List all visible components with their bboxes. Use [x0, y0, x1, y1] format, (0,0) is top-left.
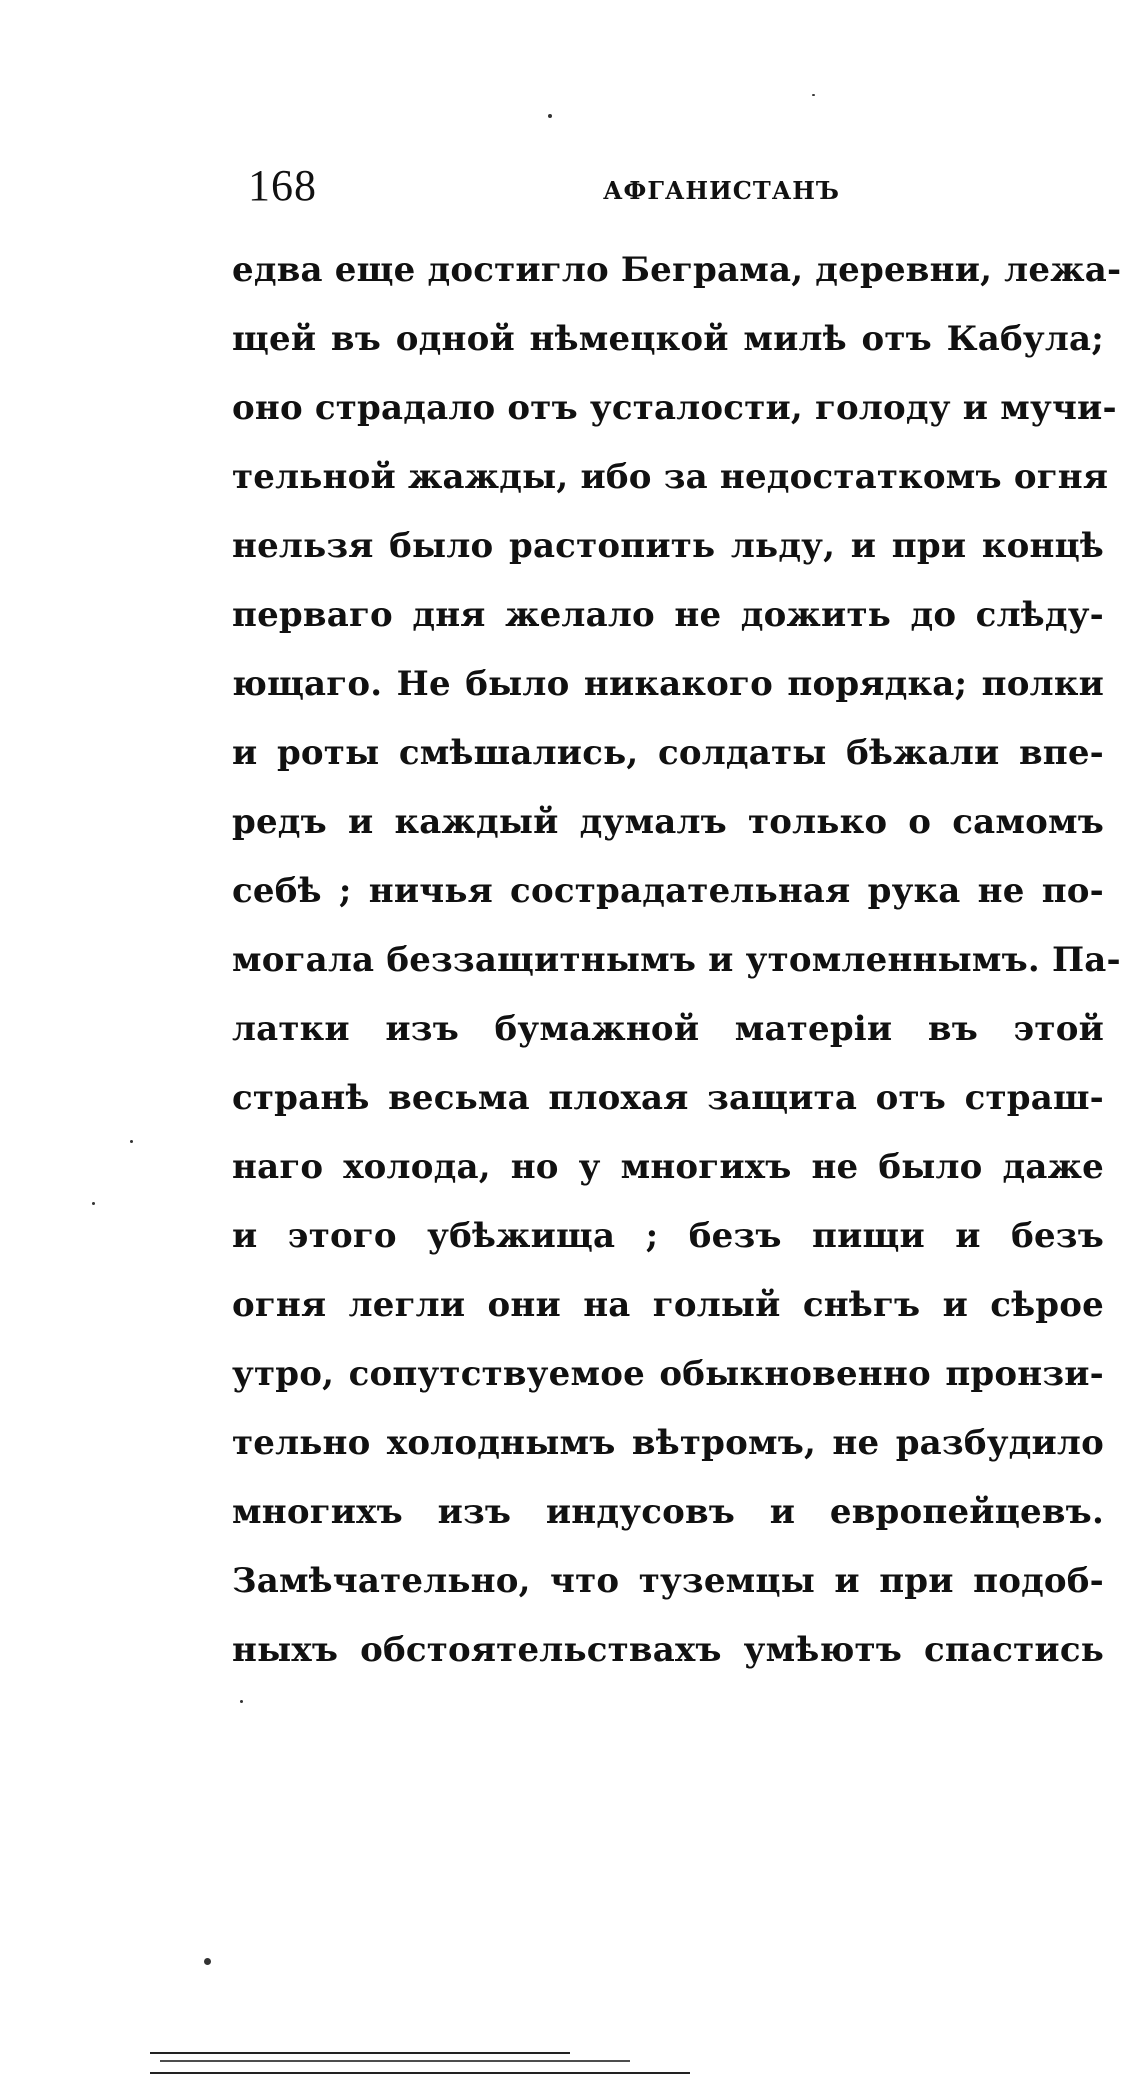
text-line: огня легли они на голый снѣгъ и сѣрое [232, 1285, 1104, 1325]
scan-speck [204, 1958, 211, 1965]
scan-edge-line [160, 2060, 630, 2062]
text-line: перваго дня желало не дожить до слѣду- [232, 595, 1104, 635]
scan-edge-line [150, 2072, 690, 2074]
scan-speck [240, 1700, 243, 1703]
text-line: тельной жажды, ибо за недостаткомъ огня [232, 457, 1109, 497]
text-line: и этого убѣжища ; безъ пищи и безъ [232, 1216, 1104, 1256]
text-line: едва еще достигло Беграма, деревни, лежа- [232, 250, 1122, 290]
text-line: наго холода, но у многихъ не было даже [232, 1147, 1104, 1187]
scan-speck [812, 94, 815, 96]
body-text [232, 236, 1122, 1685]
text-line: оно страдало отъ усталости, голоду и мучи- [232, 388, 1117, 428]
text-line: утро, сопутствуемое обыкновенно пронзи- [232, 1354, 1104, 1394]
text-line: и роты смѣшались, солдаты бѣжали впе- [232, 733, 1104, 773]
text-line: ющаго. Не было никакого порядка; полки [232, 664, 1104, 704]
text-line: странѣ весьма плохая защита отъ страш- [232, 1078, 1104, 1118]
text-line: Замѣчательно, что туземцы и при подоб- [232, 1561, 1104, 1601]
text-line: нельзя было растопить льду, и при концѣ [232, 526, 1104, 566]
running-head: АФГАНИСТАНЪ [603, 176, 840, 205]
text-line: латки изъ бумажной матеріи въ этой [232, 1009, 1104, 1049]
scan-speck [130, 1140, 133, 1143]
text-line: редъ и каждый думалъ только о самомъ [232, 802, 1104, 842]
text-line: многихъ изъ индусовъ и европейцевъ. [232, 1492, 1104, 1532]
text-line: щей въ одной нѣмецкой милѣ отъ Кабула; [232, 319, 1104, 359]
scan-speck [92, 1202, 95, 1205]
text-line: ныхъ обстоятельствахъ умѣютъ спастись [232, 1630, 1104, 1670]
page-number: 168 [248, 161, 317, 210]
text-line: тельно холоднымъ вѣтромъ, не разбудило [232, 1423, 1104, 1463]
scan-edge-line [150, 2052, 570, 2054]
text-line: себѣ ; ничья сострадательная рука не по- [232, 871, 1104, 911]
scan-speck [548, 114, 552, 118]
page-header [248, 156, 1104, 216]
text-line: могала беззащитнымъ и утомленнымъ. Па- [232, 940, 1121, 980]
